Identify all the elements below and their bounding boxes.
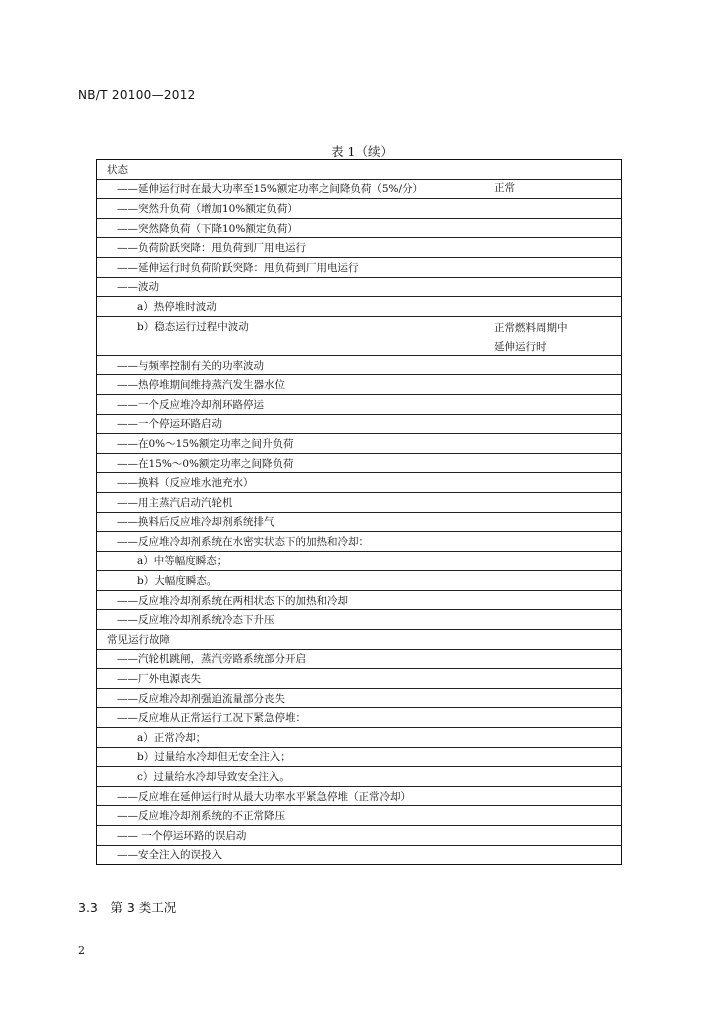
table-row <box>97 846 621 865</box>
table-row <box>97 748 621 768</box>
table-row <box>97 532 621 552</box>
condition-cell: ——厂外电源丧失 <box>117 673 201 686</box>
table-row <box>97 278 621 298</box>
page-number: 2 <box>78 944 85 957</box>
table-row <box>97 258 621 278</box>
table-row <box>97 356 621 376</box>
table-row <box>97 552 621 572</box>
table-row <box>97 415 621 435</box>
condition-cell: ——反应堆在延伸运行时从最大功率水平紧急停堆（正常冷却） <box>117 790 411 803</box>
condition-cell: ——换料后反应堆冷却剂系统排气 <box>117 516 275 529</box>
table-row <box>97 180 621 200</box>
table-row <box>97 160 621 180</box>
table-row <box>97 826 621 846</box>
condition-cell: b）过量给水冷却但无安全注入； <box>137 751 291 764</box>
table-row <box>97 708 621 728</box>
condition-cell: ——反应堆从正常运行工况下紧急停堆： <box>117 712 306 725</box>
condition-cell: ——在0%～15%额定功率之间升负荷 <box>117 437 294 450</box>
condition-cell: ——反应堆冷却剂系统在水密实状态下的加热和冷却： <box>117 535 369 548</box>
condition-cell: ——突然降负荷（下降10%额定负荷） <box>117 222 298 235</box>
table-row <box>97 473 621 493</box>
table-row <box>97 199 621 219</box>
condition-cell: ——安全注入的误投入 <box>117 849 222 862</box>
condition-cell: a）正常冷却； <box>137 731 207 744</box>
status-note: 正常燃料周期中 <box>494 321 568 334</box>
condition-cell: a）热停堆时波动 <box>137 300 217 313</box>
table-row <box>97 395 621 415</box>
status-note: 正常 <box>494 182 515 195</box>
condition-cell: ——用主蒸汽启动汽轮机 <box>117 496 233 509</box>
condition-cell: a）中等幅度瞬态； <box>137 555 228 568</box>
condition-cell: c）过量给水冷却导致安全注入。 <box>137 771 290 784</box>
condition-cell: ——热停堆期间维持蒸汽发生器水位 <box>117 379 285 392</box>
document-header-id: NB/T 20100—2012 <box>78 88 196 102</box>
condition-cell: ——突然升负荷（增加10%额定负荷） <box>117 202 298 215</box>
table-row <box>97 238 621 258</box>
table-section-label: 状态 <box>107 163 128 176</box>
table-row <box>97 375 621 395</box>
status-cell <box>488 179 621 198</box>
table-row <box>97 513 621 533</box>
operating-conditions-table <box>96 159 622 865</box>
table-row <box>97 434 621 454</box>
condition-cell: ——反应堆冷却剂系统冷态下升压 <box>117 614 275 627</box>
table-row <box>97 454 621 474</box>
table-row <box>97 591 621 611</box>
table-row <box>97 317 621 356</box>
condition-cell: ——在15%～0%额定功率之间降负荷 <box>117 457 294 470</box>
condition-cell: —— 一个停运环路的误启动 <box>117 829 247 842</box>
condition-cell: ——反应堆冷却剂强迫流量部分丧失 <box>117 692 285 705</box>
condition-cell: ——换料（反应堆水池充水） <box>117 477 254 490</box>
condition-cell: ——一个停运环路启动 <box>117 418 222 431</box>
condition-cell: ——与频率控制有关的功率波动 <box>117 359 264 372</box>
condition-cell: ——汽轮机跳闸，蒸汽旁路系统部分开启 <box>117 653 306 666</box>
status-cell <box>488 317 621 357</box>
table-caption: 表 1（续） <box>331 144 393 159</box>
table-row <box>97 219 621 239</box>
table-row <box>97 806 621 826</box>
table-row <box>97 767 621 787</box>
table-row <box>97 787 621 807</box>
condition-cell: ——负荷阶跃突降：甩负荷到厂用电运行 <box>117 242 306 255</box>
table-row <box>97 728 621 748</box>
table-row <box>97 689 621 709</box>
condition-cell: ——反应堆冷却剂系统的不正常降压 <box>117 810 285 823</box>
table-section-label: 常见运行故障 <box>107 633 170 646</box>
table-row <box>97 571 621 591</box>
condition-cell: ——一个反应堆冷却剂环路停运 <box>117 398 264 411</box>
table-row <box>97 610 621 630</box>
table-row <box>97 297 621 317</box>
condition-cell: ——反应堆冷却剂系统在两相状态下的加热和冷却 <box>117 594 348 607</box>
table-row <box>97 669 621 689</box>
condition-cell: ——延伸运行时在最大功率至15%额定功率之间降负荷（5%/分） <box>117 183 424 196</box>
section-heading: 3.3 第 3 类工况 <box>78 900 177 915</box>
condition-cell: b）稳态运行过程中波动 <box>137 320 249 333</box>
condition-cell: ——波动 <box>117 281 159 294</box>
status-note-secondary: 延伸运行时 <box>494 340 547 353</box>
table-row <box>97 493 621 513</box>
table-row <box>97 650 621 670</box>
table-row <box>97 630 621 650</box>
condition-cell: b）大幅度瞬态。 <box>137 575 218 588</box>
condition-cell: ——延伸运行时负荷阶跃突降：甩负荷到厂用电运行 <box>117 261 359 274</box>
